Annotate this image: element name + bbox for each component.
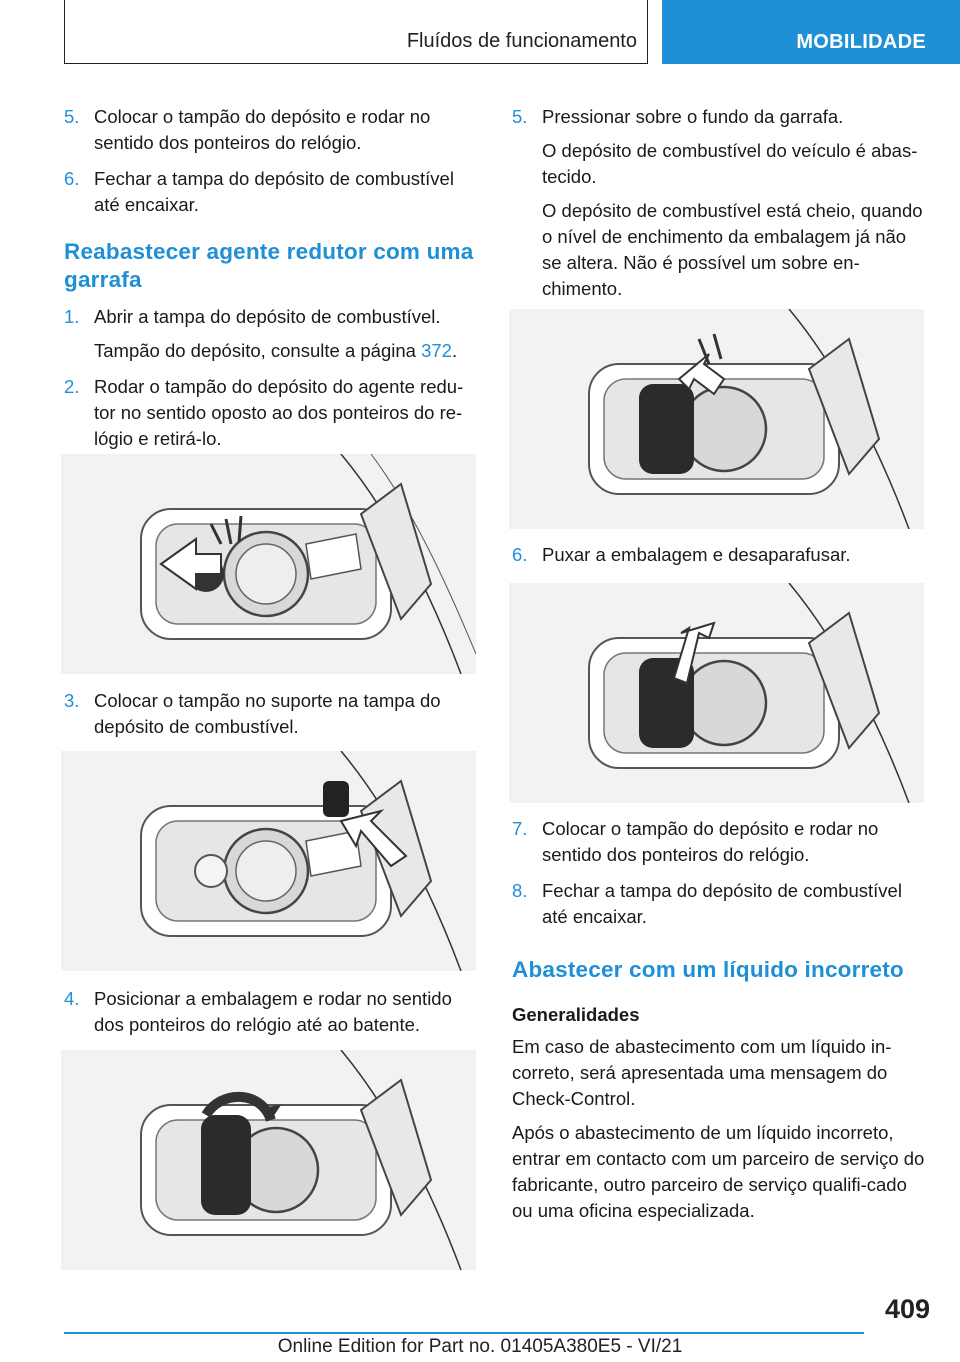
step-number: 7. [512, 818, 528, 839]
cross-reference-text: Tampão do depósito, consulte a página [94, 340, 422, 361]
left-column-lower [64, 688, 480, 750]
step-item [64, 166, 480, 218]
step-number: 1. [64, 306, 80, 327]
right-column-lower [512, 816, 928, 1232]
figure-press-bottle [509, 309, 924, 529]
step-number: 2. [64, 376, 80, 397]
cross-reference-suffix: . [451, 340, 458, 361]
left-column [64, 104, 480, 462]
paragraph: Após o abastecimento de um líquido incorreto, entrar em contacto com um parceiro de serviço do fabricante, outro parceiro de serviço qualifi-cado ou uma oficina especializada. [512, 1122, 925, 1221]
step-item [512, 542, 928, 568]
step-item [64, 304, 480, 364]
step-text: Rodar o tampão do depósito do agente redu-tor no sentido oposto ao dos ponteiros do re-lógio e retirá-lo. [94, 376, 464, 449]
section-heading: Abastecer com um líquido incorreto [512, 957, 904, 982]
figure-pull-bottle [509, 583, 924, 803]
edition-note: Online Edition for Part no. 01405A380E5 - VI/21 [277, 1336, 683, 1357]
figure-position-bottle [61, 1050, 476, 1270]
right-column [512, 104, 928, 312]
step-text: Fechar a tampa do depósito de combustível até encaixar. [542, 880, 902, 927]
paragraph: Em caso de abastecimento com um líquido in-correto, será apresentada uma mensagem do Check-Control. [512, 1036, 892, 1109]
step-item [64, 104, 480, 156]
step-text: Colocar o tampão do depósito e rodar no sentido dos ponteiros do relógio. [542, 818, 879, 865]
step-text: Abrir a tampa do depósito de combustível. [94, 306, 441, 327]
step-number: 5. [64, 106, 80, 127]
step-number: 6. [64, 168, 80, 189]
chapter-tab[interactable] [662, 0, 960, 64]
chapter-tab-label: MOBILIDADE [796, 31, 926, 53]
step-text: Posicionar a embalagem e rodar no sentido dos ponteiros do relógio até ao batente. [94, 988, 452, 1035]
step-text: Pressionar sobre o fundo da garrafa. [542, 106, 844, 127]
step-note: O depósito de combustível do veículo é abas-tecido. [542, 140, 918, 187]
step-item [64, 688, 480, 740]
figure-cap-holder [61, 751, 476, 971]
step-text: Fechar a tampa do depósito de combustível até encaixar. [94, 168, 454, 215]
subsection-heading: Generalidades [512, 1004, 640, 1025]
step-number: 8. [512, 880, 528, 901]
step-note: O depósito de combustível está cheio, quando o nível de enchimento da embalagem já não se altera. Não é possível um sobre en-chimento. [542, 200, 923, 299]
step-text: Puxar a embalagem e desaparafusar. [542, 544, 851, 565]
step-number: 5. [512, 106, 528, 127]
figure-remove-cap [61, 454, 476, 674]
footer-divider [64, 1332, 864, 1334]
page-number: 409 [884, 1294, 930, 1324]
running-header [64, 0, 648, 64]
step-item [512, 878, 928, 930]
step-number: 4. [64, 988, 80, 1009]
left-column-lower-2 [64, 986, 480, 1048]
step-number: 3. [64, 690, 80, 711]
page-link[interactable]: 372 [421, 340, 452, 361]
section-heading: Reabastecer agente redutor com uma garrafa [64, 239, 474, 292]
step-number: 6. [512, 544, 528, 565]
step-text: Colocar o tampão do depósito e rodar no sentido dos ponteiros do relógio. [94, 106, 431, 153]
right-column-mid [512, 542, 928, 578]
cross-reference [94, 338, 480, 364]
section-title: Fluídos de funcionamento [406, 30, 637, 52]
step-item [64, 374, 480, 452]
step-text: Colocar o tampão no suporte na tampa do depósito de combustível. [94, 690, 441, 737]
step-item [64, 986, 480, 1038]
step-item [512, 104, 928, 302]
step-item [512, 816, 928, 868]
